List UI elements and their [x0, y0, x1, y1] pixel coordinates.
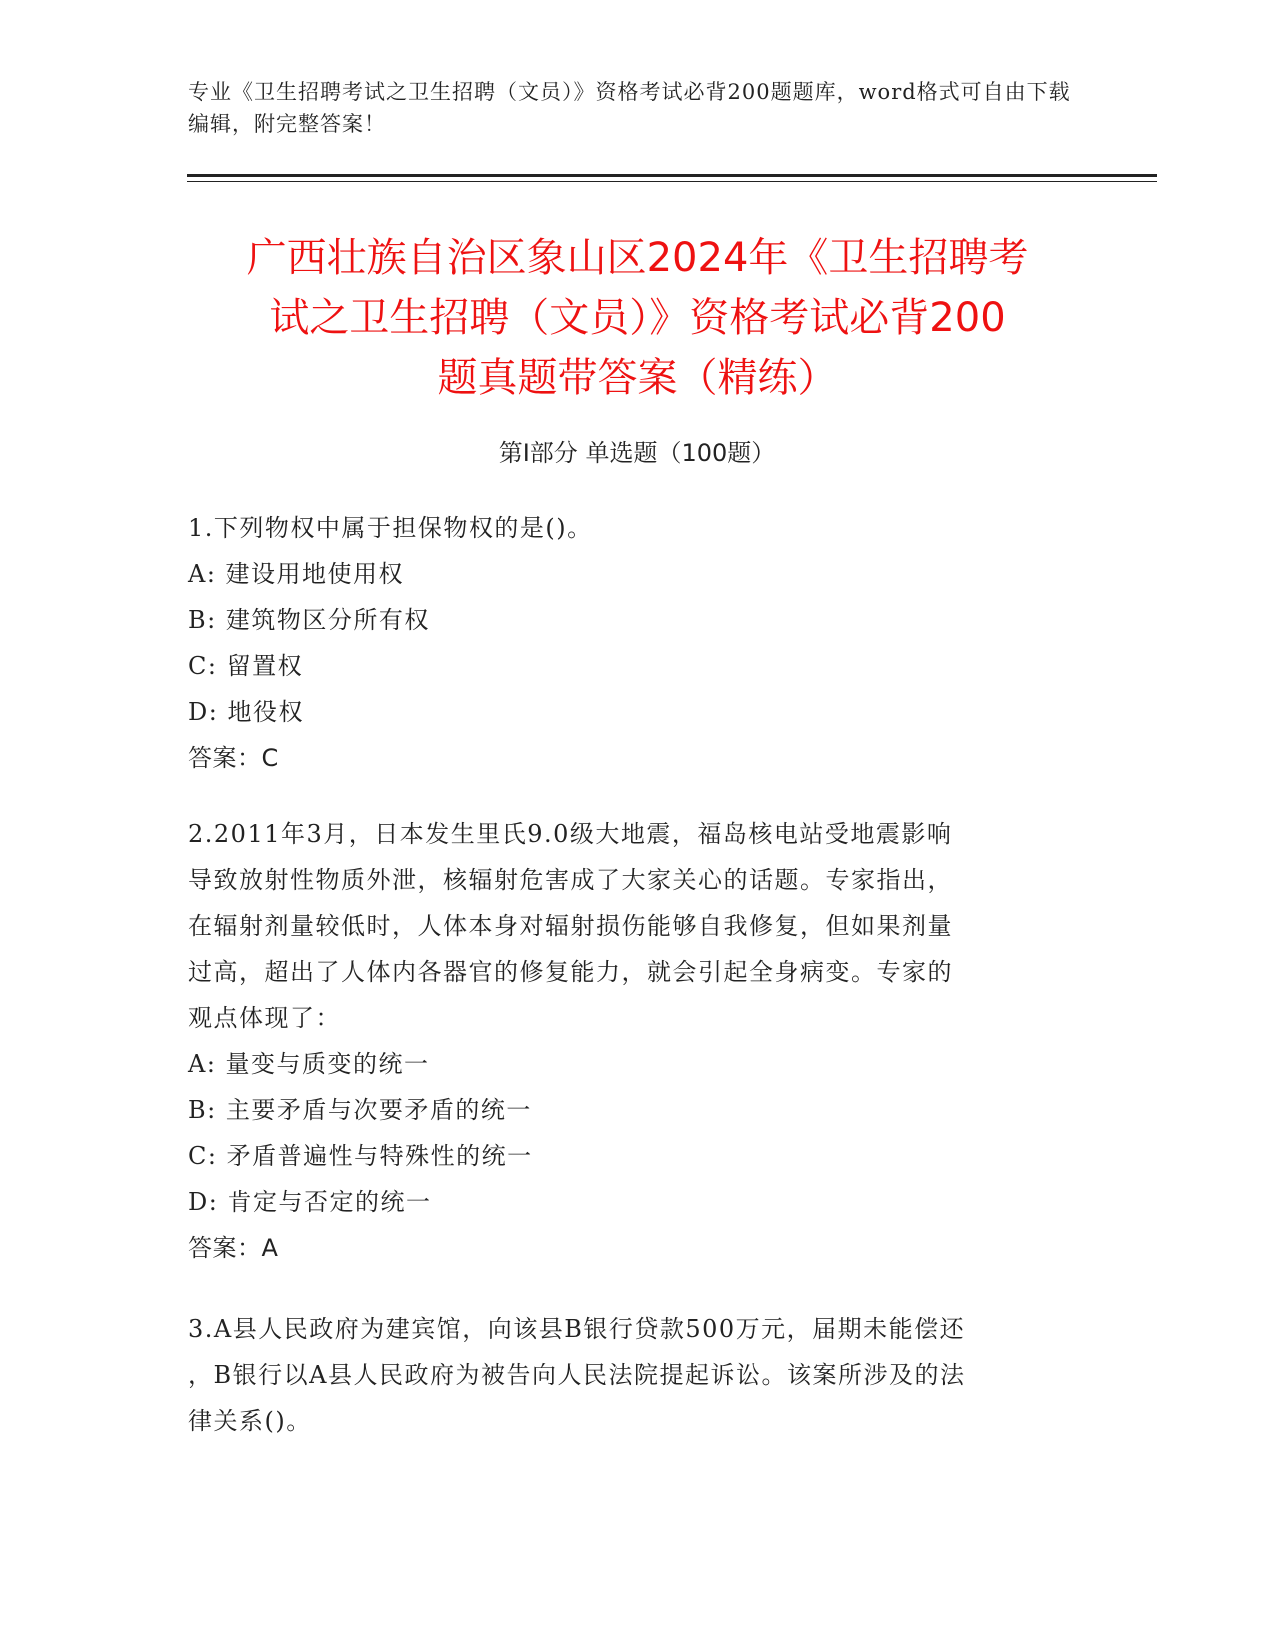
option-c: C: 留置权	[188, 652, 304, 680]
question-stem-line: 3.A县人民政府为建宾馆，向该县B银行贷款500万元，届期未能偿还	[188, 1315, 966, 1343]
question-2	[188, 811, 1078, 1271]
question-stem-line: 在辐射剂量较低时，人体本身对辐射损伤能够自我修复，但如果剂量	[188, 912, 953, 940]
answer-label: 答案：A	[188, 1234, 279, 1262]
question-stem-line: 律关系()。	[188, 1407, 312, 1435]
option-b: B: 主要矛盾与次要矛盾的统一	[188, 1096, 532, 1124]
document-title	[160, 228, 1115, 408]
header-note: 专业《卫生招聘考试之卫生招聘（文员）》资格考试必背200题题库，word格式可自由下载编辑，附完整答案！	[188, 80, 1071, 136]
question-stem-line: 观点体现了：	[188, 1004, 341, 1032]
question-stem-line: ，B银行以A县人民政府为被告向人民法院提起诉讼。该案所涉及的法	[188, 1361, 966, 1389]
option-d: D: 肯定与否定的统一	[188, 1188, 432, 1216]
title-line-2: 试之卫生招聘（文员）》资格考试必背200	[269, 295, 1006, 341]
title-line-3: 题真题带答案（精练）	[437, 355, 838, 401]
question-3	[188, 1306, 1078, 1444]
question-stem-line: 过高，超出了人体内各器官的修复能力，就会引起全身病变。专家的	[188, 958, 953, 986]
question-1	[188, 505, 1078, 781]
answer-label: 答案：C	[188, 744, 279, 772]
question-stem-line: 导致放射性物质外泄，核辐射危害成了大家关心的话题。专家指出，	[188, 866, 953, 894]
question-stem: 1.下列物权中属于担保物权的是()。	[188, 514, 593, 542]
option-a: A: 量变与质变的统一	[188, 1050, 430, 1078]
option-b: B: 建筑物区分所有权	[188, 606, 430, 634]
title-line-1: 广西壮族自治区象山区2024年《卫生招聘考	[246, 235, 1029, 281]
option-d: D: 地役权	[188, 698, 304, 726]
option-a: A: 建设用地使用权	[188, 560, 405, 588]
header-divider-thin	[187, 181, 1157, 182]
question-stem-line: 2.2011年3月，日本发生里氏9.0级大地震，福岛核电站受地震影响	[188, 820, 953, 848]
section-heading: 第I部分 单选题（100题）	[498, 439, 776, 467]
header-divider-thick	[187, 174, 1157, 177]
option-c: C: 矛盾普遍性与特殊性的统一	[188, 1142, 533, 1170]
